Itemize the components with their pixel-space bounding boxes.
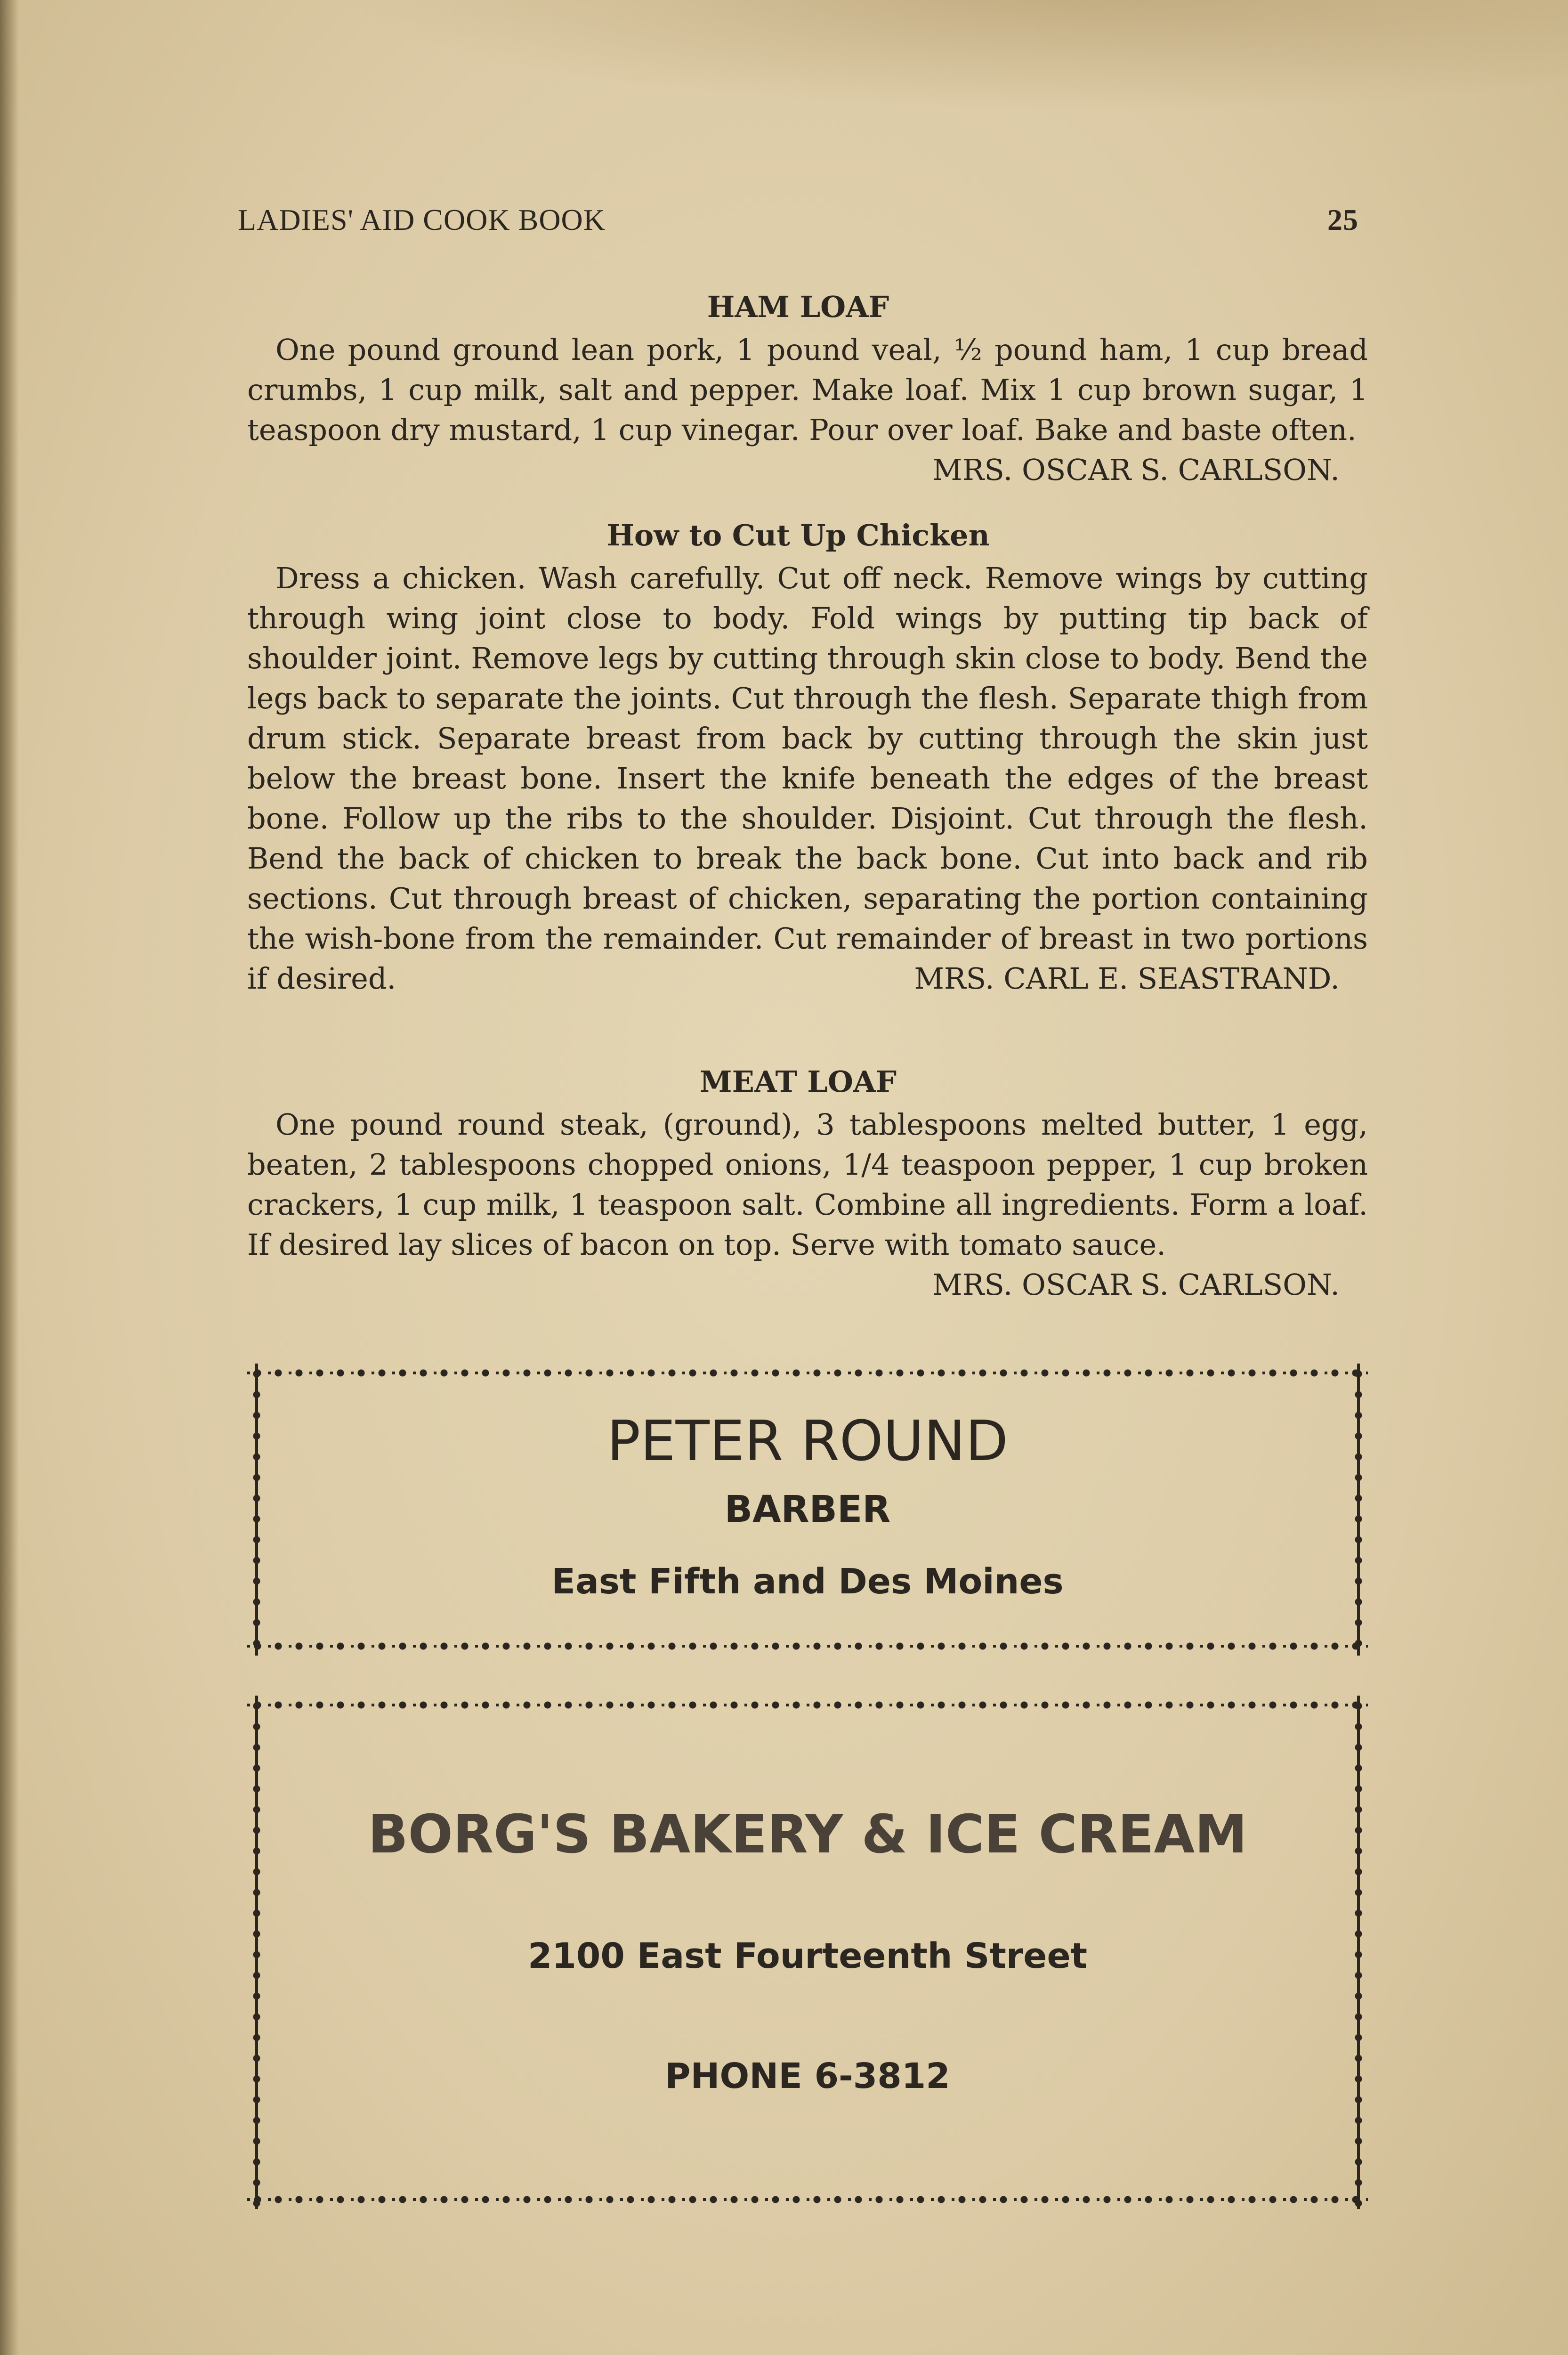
- recipe-title-ham-loaf: HAM LOAF: [707, 290, 889, 324]
- recipe-author: MRS. OSCAR S. CARLSON.: [932, 1267, 1340, 1302]
- advertisement-borgs-bakery: [247, 1696, 1368, 2209]
- recipe-text: Dress a chicken. Wash carefully. Cut off neck. Remove wings by cutting through wing joint close to body. Fold wings by putting tip back of shoulder joint. Remove legs by cutting through skin close to body. Bend the legs back to separate the joints. Cut through the flesh. Separate thigh from drum stick. Separate breast from back by cutting through the skin just below the breast bone. Insert the knife beneath the edges of the breast bone. Follow up the ribs to the shoulder. Disjoint. Cut through the flesh. Bend the back of chicken to break the back bone. Cut into back and rib sections. Cut through breast of chicken, separating the portion containing the wish-bone from the remainder. Cut remainder of breast in two portions if desired.: [247, 561, 1368, 996]
- recipe-title-meat-loaf: MEAT LOAF: [699, 1064, 897, 1099]
- recipe-body-cut-up-chicken: [247, 558, 1368, 999]
- ad-phone: PHONE 6-3812: [665, 2056, 950, 2096]
- water-stain: [330, 0, 1568, 113]
- ad-business-name: PETER ROUND: [606, 1408, 1009, 1473]
- ornament-border-top: [247, 1364, 1368, 1382]
- book-title: LADIES' AID COOK BOOK: [238, 203, 606, 236]
- page-number: 25: [1327, 203, 1358, 236]
- ornament-border-bottom: [247, 1637, 1368, 1656]
- ad-address: East Fifth and Des Moines: [551, 1561, 1064, 1602]
- recipe-author: MRS. CARL E. SEASTRAND.: [914, 961, 1340, 996]
- ad-business-name: BORG'S BAKERY & ICE CREAM: [368, 1804, 1247, 1865]
- ornament-border-bottom: [247, 2190, 1368, 2209]
- ad-trade: BARBER: [724, 1488, 891, 1531]
- running-header: [238, 203, 1358, 240]
- page-spine-edge: [0, 0, 19, 2355]
- recipe-text: One pound round steak, (ground), 3 tablespoons melted butter, 1 egg, beaten, 2 tablespoons chopped onions, 1/4 teaspoon pepper, 1 cup broken crackers, 1 cup milk, 1 teaspoon salt. Combine all ingredients. Form a loaf. If desired lay slices of bacon on top. Serve with tomato sauce.: [247, 1107, 1368, 1262]
- recipe-body-meat-loaf: [247, 1104, 1368, 1305]
- recipe-body-ham-loaf: [247, 330, 1368, 490]
- recipe-text: One pound ground lean pork, 1 pound veal, ½ pound ham, 1 cup bread crumbs, 1 cup milk, salt and pepper. Make loaf. Mix 1 cup brown sugar, 1 teaspoon dry mustard, 1 cup vinegar. Pour over loaf. Bake and baste often.: [247, 333, 1368, 447]
- recipe-author: MRS. OSCAR S. CARLSON.: [932, 453, 1340, 487]
- ad-address: 2100 East Fourteenth Street: [527, 1936, 1088, 1976]
- recipe-title-cut-up-chicken: How to Cut Up Chicken: [606, 518, 990, 552]
- advertisement-peter-round: [247, 1364, 1368, 1656]
- ornament-border-top: [247, 1696, 1368, 1714]
